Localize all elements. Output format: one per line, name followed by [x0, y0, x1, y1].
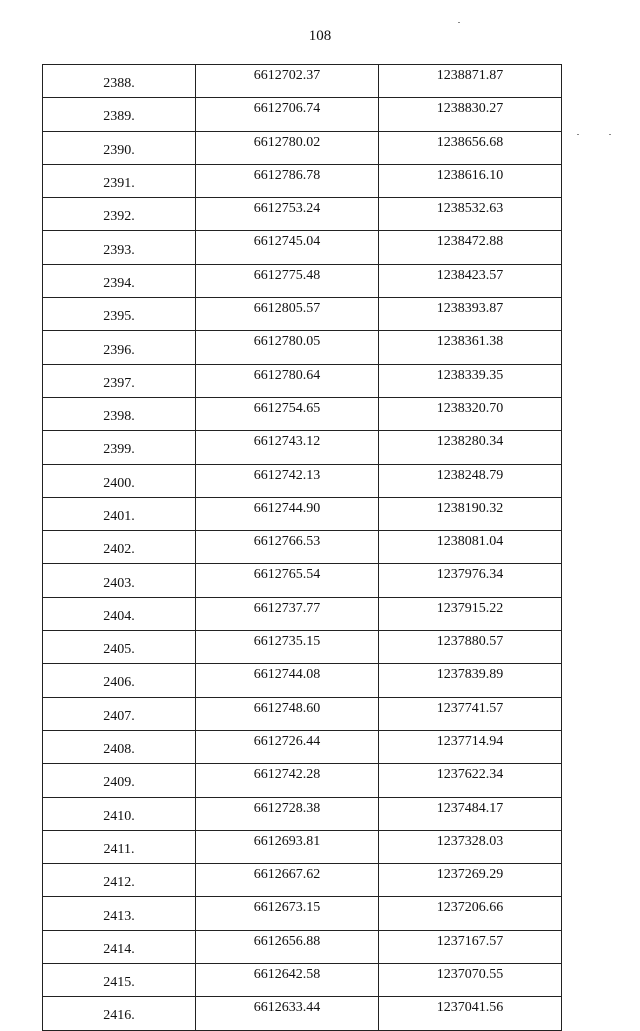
table-row [43, 131, 562, 164]
y-coordinate-cell: 1238830.27 [379, 98, 562, 131]
y-coordinate-cell: 1237741.57 [379, 697, 562, 730]
table-row [43, 764, 562, 797]
y-coordinate-cell: 1238472.88 [379, 231, 562, 264]
point-number-cell: 2390. [43, 131, 196, 164]
point-number-cell: 2388. [43, 65, 196, 98]
point-number-cell: 2402. [43, 531, 196, 564]
x-coordinate-cell: 6612786.78 [196, 164, 379, 197]
scan-speck [458, 22, 460, 23]
y-coordinate-cell: 1238248.79 [379, 464, 562, 497]
point-number-cell: 2413. [43, 897, 196, 930]
table-row [43, 697, 562, 730]
x-coordinate-cell: 6612633.44 [196, 997, 379, 1030]
point-number-cell: 2414. [43, 930, 196, 963]
x-coordinate-cell: 6612744.90 [196, 497, 379, 530]
x-coordinate-cell: 6612744.08 [196, 664, 379, 697]
x-coordinate-cell: 6612743.12 [196, 431, 379, 464]
table-row [43, 864, 562, 897]
point-number-cell: 2406. [43, 664, 196, 697]
x-coordinate-cell: 6612735.15 [196, 631, 379, 664]
point-number-cell: 2400. [43, 464, 196, 497]
y-coordinate-cell: 1238616.10 [379, 164, 562, 197]
x-coordinate-cell: 6612656.88 [196, 930, 379, 963]
point-number-cell: 2404. [43, 597, 196, 630]
x-coordinate-cell: 6612780.05 [196, 331, 379, 364]
x-coordinate-cell: 6612805.57 [196, 298, 379, 331]
y-coordinate-cell: 1238361.38 [379, 331, 562, 364]
point-number-cell: 2398. [43, 397, 196, 430]
table-row [43, 65, 562, 98]
point-number-cell: 2409. [43, 764, 196, 797]
y-coordinate-cell: 1237880.57 [379, 631, 562, 664]
x-coordinate-cell: 6612765.54 [196, 564, 379, 597]
table-row [43, 597, 562, 630]
x-coordinate-cell: 6612748.60 [196, 697, 379, 730]
coordinates-table [42, 64, 562, 1031]
coordinates-table-body [43, 65, 562, 1031]
y-coordinate-cell: 1237622.34 [379, 764, 562, 797]
table-row [43, 730, 562, 763]
table-row [43, 231, 562, 264]
x-coordinate-cell: 6612642.58 [196, 964, 379, 997]
y-coordinate-cell: 1238393.87 [379, 298, 562, 331]
point-number-cell: 2399. [43, 431, 196, 464]
y-coordinate-cell: 1238320.70 [379, 397, 562, 430]
y-coordinate-cell: 1237041.56 [379, 997, 562, 1030]
y-coordinate-cell: 1238532.63 [379, 198, 562, 231]
x-coordinate-cell: 6612753.24 [196, 198, 379, 231]
page-number: 108 [308, 28, 332, 44]
y-coordinate-cell: 1237839.89 [379, 664, 562, 697]
table-row [43, 797, 562, 830]
table-row [43, 497, 562, 530]
x-coordinate-cell: 6612780.02 [196, 131, 379, 164]
point-number-cell: 2391. [43, 164, 196, 197]
y-coordinate-cell: 1238280.34 [379, 431, 562, 464]
x-coordinate-cell: 6612673.15 [196, 897, 379, 930]
x-coordinate-cell: 6612775.48 [196, 264, 379, 297]
table-row [43, 997, 562, 1030]
point-number-cell: 2408. [43, 730, 196, 763]
scan-speck [577, 134, 579, 135]
y-coordinate-cell: 1237070.55 [379, 964, 562, 997]
point-number-cell: 2412. [43, 864, 196, 897]
table-row [43, 264, 562, 297]
table-row [43, 531, 562, 564]
table-row [43, 331, 562, 364]
y-coordinate-cell: 1238656.68 [379, 131, 562, 164]
y-coordinate-cell: 1237484.17 [379, 797, 562, 830]
y-coordinate-cell: 1238871.87 [379, 65, 562, 98]
scan-speck [609, 134, 611, 135]
y-coordinate-cell: 1238339.35 [379, 364, 562, 397]
x-coordinate-cell: 6612667.62 [196, 864, 379, 897]
table-row [43, 830, 562, 863]
point-number-cell: 2410. [43, 797, 196, 830]
table-row [43, 397, 562, 430]
table-row [43, 298, 562, 331]
x-coordinate-cell: 6612728.38 [196, 797, 379, 830]
point-number-cell: 2415. [43, 964, 196, 997]
x-coordinate-cell: 6612706.74 [196, 98, 379, 131]
table-row [43, 431, 562, 464]
y-coordinate-cell: 1238081.04 [379, 531, 562, 564]
x-coordinate-cell: 6612754.65 [196, 397, 379, 430]
table-row [43, 930, 562, 963]
point-number-cell: 2407. [43, 697, 196, 730]
y-coordinate-cell: 1238190.32 [379, 497, 562, 530]
table-row [43, 964, 562, 997]
point-number-cell: 2392. [43, 198, 196, 231]
y-coordinate-cell: 1237976.34 [379, 564, 562, 597]
y-coordinate-cell: 1238423.57 [379, 264, 562, 297]
x-coordinate-cell: 6612702.37 [196, 65, 379, 98]
point-number-cell: 2394. [43, 264, 196, 297]
x-coordinate-cell: 6612766.53 [196, 531, 379, 564]
point-number-cell: 2395. [43, 298, 196, 331]
y-coordinate-cell: 1237328.03 [379, 830, 562, 863]
x-coordinate-cell: 6612737.77 [196, 597, 379, 630]
table-row [43, 364, 562, 397]
x-coordinate-cell: 6612742.13 [196, 464, 379, 497]
point-number-cell: 2416. [43, 997, 196, 1030]
table-row [43, 198, 562, 231]
point-number-cell: 2405. [43, 631, 196, 664]
point-number-cell: 2389. [43, 98, 196, 131]
y-coordinate-cell: 1237269.29 [379, 864, 562, 897]
x-coordinate-cell: 6612693.81 [196, 830, 379, 863]
table-row [43, 164, 562, 197]
table-row [43, 631, 562, 664]
table-row [43, 564, 562, 597]
y-coordinate-cell: 1237714.94 [379, 730, 562, 763]
table-row [43, 98, 562, 131]
x-coordinate-cell: 6612780.64 [196, 364, 379, 397]
table-row [43, 897, 562, 930]
table-row [43, 664, 562, 697]
point-number-cell: 2393. [43, 231, 196, 264]
y-coordinate-cell: 1237915.22 [379, 597, 562, 630]
table-row [43, 464, 562, 497]
point-number-cell: 2401. [43, 497, 196, 530]
point-number-cell: 2397. [43, 364, 196, 397]
point-number-cell: 2403. [43, 564, 196, 597]
y-coordinate-cell: 1237206.66 [379, 897, 562, 930]
x-coordinate-cell: 6612726.44 [196, 730, 379, 763]
point-number-cell: 2396. [43, 331, 196, 364]
y-coordinate-cell: 1237167.57 [379, 930, 562, 963]
x-coordinate-cell: 6612745.04 [196, 231, 379, 264]
point-number-cell: 2411. [43, 830, 196, 863]
x-coordinate-cell: 6612742.28 [196, 764, 379, 797]
